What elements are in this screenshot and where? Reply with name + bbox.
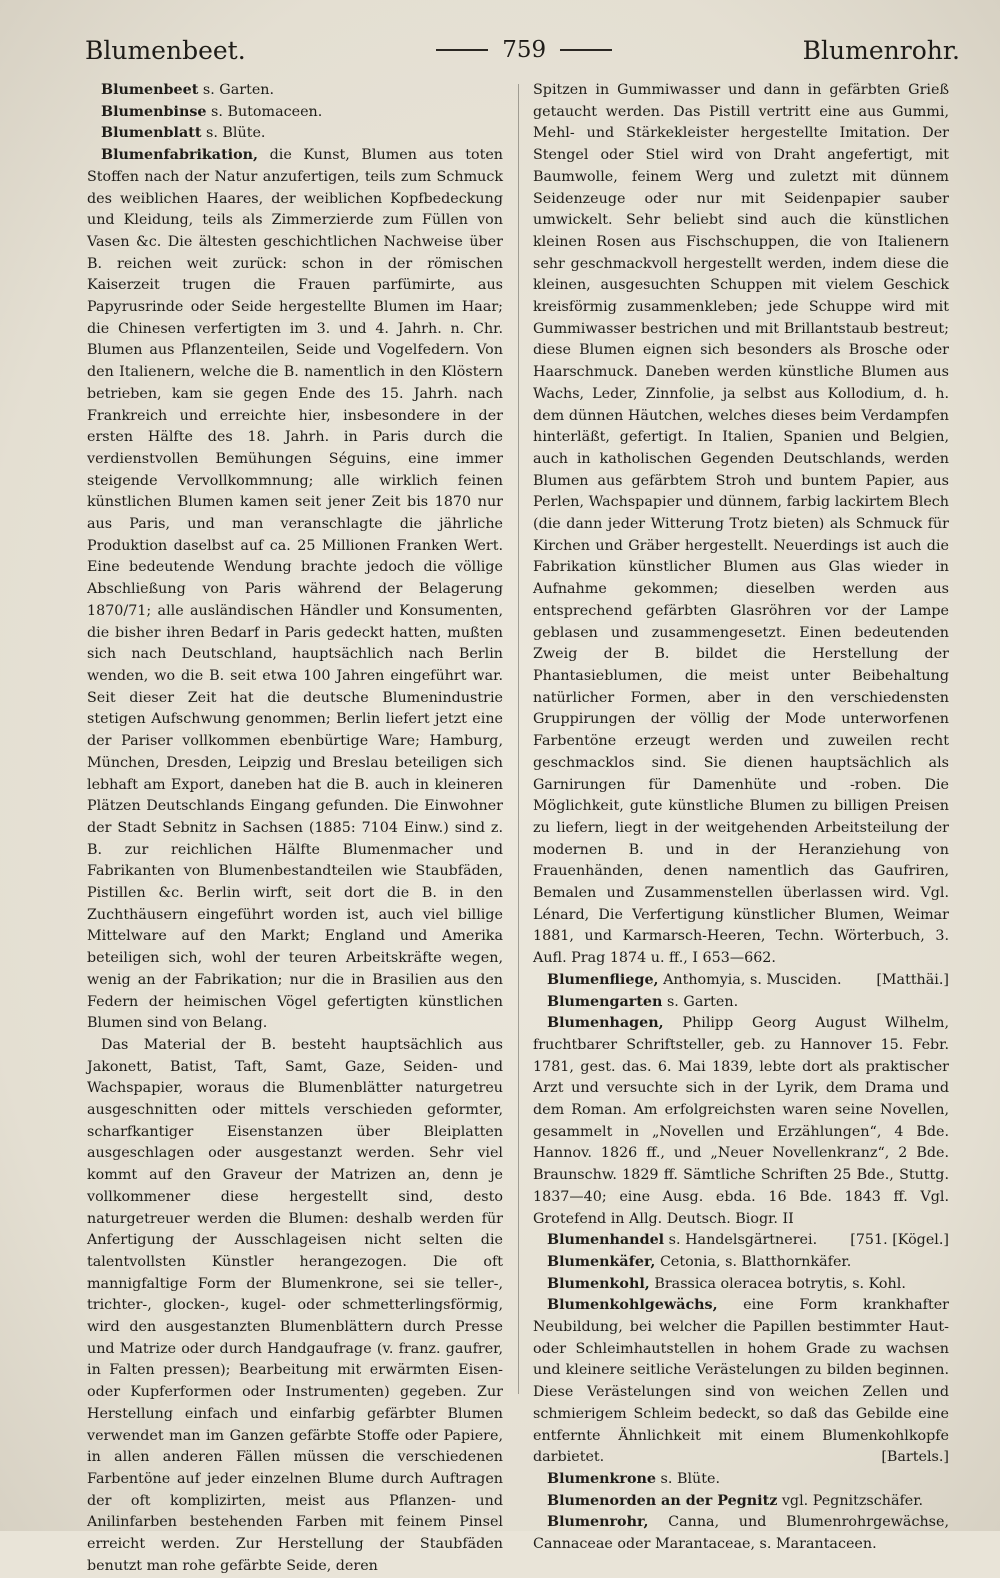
entry-text: Anthomyia, s. Musciden. [658,971,842,988]
entry-headword: Blumenblatt [101,125,202,142]
column-divider [518,84,519,1394]
entry-text: s. Blüte. [201,125,266,142]
entry-paragraph [87,1035,503,1578]
entry-text: Canna, und Blumenrohrgewächse, Cannaceae oder Marantaceae, s. Marantaceen. [533,1514,949,1553]
entry-text: s. Butomaceen. [206,103,323,120]
entry-text: eine Form krankhafter Neubildung, bei welcher die Papillen bestimmter Haut- oder Schleimhautstellen in hohem Grade zu wachsen und kleinere seitliche Verästelungen zu bilden beginnen. Diese Verästelungen sind von weichen Zellen und schmierigem Schleim bedeckt, so daß das Gebilde eine entfernte Ähnlichkeit mit einem Blumenkohlkopfe darbietet. [533,1297,949,1466]
dictionary-entry [87,80,503,102]
entry-text: vgl. Pegnitzschäfer. [777,1492,924,1509]
dictionary-entry [533,1295,949,1469]
dash-rule [436,49,488,51]
entry-headword: Blumenkrone [547,1471,656,1487]
dictionary-entry [533,1491,949,1513]
page-number-group [436,37,612,63]
dictionary-entry [533,970,949,992]
page-number: 759 [502,37,547,63]
dictionary-entry [533,1469,949,1491]
entry-text: die Kunst, Blumen aus toten Stoffen nach der Natur anzufertigen, teils zum Schmuck des weiblichen Haares, der weiblichen Kopfbedeckung und Kleidung, teils als Zimmerzierde zum Füllen von Vasen &c. Die ältesten geschichtlichen Nachweise über B. reichen weit zurück: schon in der römischen Kaiserzeit trugen die Frauen parfümirte, aus Papyrusrinde oder Seide hergestellte Blumen im Haar; die Chinesen verfertigten im 3. und 4. Jahrh. n. Chr. Blumen aus Pflanzenteilen, Seide und Vogelfedern. Von den Italienern, welche die B. namentlich in den Klöstern betrieben, kam sie gegen Ende des 15. Jahrh. nach Frankreich und erreichte hier, insbesondere in der ersten Hälfte des 18. Jahrh. in Paris durch die verdienstvollen Bemühungen Séguins, eine immer steigende Vervollkommnung; alle wirklich feinen künstlichen Blumen kamen seit jener Zeit bis 1870 nur aus Paris, und man veranschlagte die jährliche Produktion daselbst auf ca. 25 Millionen Franken Wert. Eine bedeutende Wendung brachte jedoch die völlige Abschließung von Paris während der Belagerung 1870/71; alle ausländischen Händler und Konsumenten, die bisher ihren Bedarf in Paris gedeckt hatten, mußten sich nach Deutschland, hauptsächlich nach Berlin wenden, wo die B. seit etwa 100 Jahren eingeführt war. Seit dieser Zeit hat die deutsche Blumenindustrie stetigen Aufschwung genommen; Berlin liefert jetzt eine der Pariser vollkommen ebenbürtige Ware; Hamburg, München, Dresden, Leipzig und Breslau beteiligen sich lebhaft am Export, daneben hat die B. auch in kleineren Plätzen Deutschlands Eingang gefunden. Die Einwohner der Stadt Sebnitz in Sachsen (1885: 7104 Einw.) sind z. B. zur reichlichen Hälfte Blumenmacher und Fabrikanten von Blumenbestandteilen wie Staubfäden, Pistillen &c. Berlin wirft, seit dort die B. in den Zuchthäusern eingeführt worden ist, auch viel billige Mittelware auf den Markt; England und Amerika beteiligen sich, wohl der teuren Arbeitskräfte wegen, wenig an der Fabrikation; nur die in Brasilien aus den Federn der heimischen Vögel gefertigten künstlichen Blumen sind von Belang. [87,147,503,1032]
dictionary-entry [533,1230,949,1252]
entry-headword: Blumenhagen, [547,1015,664,1032]
entry-text: s. Blüte. [656,1471,721,1487]
entry-headword: Blumenkohlgewächs, [547,1297,718,1314]
entry-text: s. Garten. [198,82,275,98]
dictionary-entry [87,102,503,124]
entry-text: Brassica oleracea botrytis, s. Kohl. [649,1275,906,1292]
entry-text: Philipp Georg August Wilhelm, fruchtbarer Schriftsteller, geb. zu Hannover 15. Febr. 1781, gest. das. 6. Mai 1839, lebte dort als praktischer Arzt und versuchte sich in der Lyrik, dem Drama und dem Roman. Am erfolgreichsten waren seine Novellen, gesammelt in „Novellen und Erzählungen“, 4 Bde. Hannov. 1826 ff., und „Neuer Novellenkranz“, 2 Bde. Braunschw. 1829 ff. Sämtliche Schriften 25 Bde., Stuttg. 1837—40; eine Ausg. ebda. 16 Bde. 1843 ff. Vgl. Grotefend in Allg. Deutsch. Biogr. II [533,1015,949,1227]
dictionary-entry [533,992,949,1014]
entry-headword: Blumenorden an der Pegnitz [547,1492,778,1509]
running-head [85,30,960,70]
dictionary-entry [87,123,503,145]
entry-headword: Blumenfabrikation, [101,147,259,164]
entry-headword: Blumenkohl, [547,1275,650,1292]
entry-text: Cetonia, s. Blatthornkäfer. [655,1253,852,1270]
running-head-left: Blumenbeet. [85,35,246,65]
dictionary-entry [533,1013,949,1230]
dictionary-entry [533,1512,949,1555]
author-note: [751. [Kögel.] [850,1232,949,1249]
entry-text: Spitzen in Gummiwasser und dann in gefärbten Grieß getaucht werden. Das Pistill vertritt eine aus Gummi, Mehl- und Stärkekleister hergestellte Imitation. Der Stengel oder Stiel wird von Draht angefertigt, mit Baumwolle, feinem Werg und zuletzt mit dünnem Seidenzeuge oder nur mit Seidenpapier sauber umwickelt. Sehr beliebt sind auch die künstlichen kleinen Rosen aus Fischschuppen, die von Italienern sehr geschmackvoll hergestellt werden, indem diese die kleinen, ausgesuchten Schuppen mit vielem Geschick kreisförmig zusammenkleben; jede Schuppe wird mit Gummiwasser bestrichen und mit Brillantstaub bestreut; diese Blumen eignen sich besonders als Brosche oder Haarschmuck. Daneben werden künstliche Blumen aus Wachs, Leder, Zinnfolie, ja selbst aus Kollodium, d. h. dem dünnen Häutchen, welches dieses beim Verdampfen hinterläßt, gefertigt. In Italien, Spanien und Belgien, auch in katholischen Gegenden Deutschlands, werden Blumen aus gefärbtem Stroh und buntem Papier, aus Perlen, Wachspapier und dünnem, farbig lackirtem Blech (die dann jeder Witterung Trotz bieten) als Schmuck für Kirchen und Gräber hergestellt. Neuerdings ist auch die Fabrikation künstlicher Blumen aus Glas wieder in Aufnahme gekommen; dieselben werden aus entsprechend gefärbten Glasröhren vor der Lampe geblasen und zusammengesetzt. Einen bedeutenden Zweig der B. bildet die Herstellung der Phantasieblumen, die meist unter Beibehaltung natürlicher Formen, aber in den verschiedensten Gruppirungen der völlig der Mode unterworfenen Farbentöne erzeugt werden und zuweilen recht geschmacklos sind. Sie dienen hauptsächlich als Garnirungen für Damenhüte und -roben. Die Möglichkeit, gute künstliche Blumen zu billigen Preisen zu liefern, liegt in der weitgehenden Arbeitsteilung der modernen B. und in der Heranziehung von Frauenhänden, denen namentlich das Gaufriren, Bemalen und Zusammenstellen überlassen wird. Vgl. Lénard, Die Verfertigung künstlicher Blumen, Weimar 1881, und Karmarsch-Heeren, Techn. Wörterbuch, 3. Aufl. Prag 1874 u. ff., I 653—662. [533,82,949,967]
entry-headword: Blumenbeet [101,82,199,98]
entry-headword: Blumenfliege, [547,971,659,988]
entry-headword: Blumenrohr, [547,1514,649,1531]
author-note: [Matthäi.] [876,971,949,988]
entry-headword: Blumenbinse [101,103,207,120]
dictionary-entry [533,1274,949,1296]
dictionary-entry [87,145,503,1035]
entry-text: s. Garten. [662,993,739,1010]
dictionary-entry [533,1252,949,1274]
entry-headword: Blumenhandel [547,1232,665,1249]
entry-headword: Blumenkäfer, [547,1253,656,1270]
running-head-right: Blumenrohr. [802,35,960,65]
right-column [533,80,949,1553]
entry-text: s. Handelsgärtnerei. [664,1232,818,1249]
entry-text: Das Material der B. besteht hauptsächlich aus Jakonett, Batist, Taft, Samt, Gaze, Seiden- und Wachspapier, woraus die Blumenblätter naturgetreu ausgeschnitten oder mittels verschieden geformter, scharfkantiger Eisenstanzen über Bleiplatten ausgeschlagen oder ausgestanzt werden. Sehr viel kommt auf den Graveur der Matrizen an, denn je vollkommener diese hergestellt sind, desto naturgetreuer werden die Blumen: deshalb werden für Anfertigung der Ausschlageisen nicht selten die talentvollsten Künstler herangezogen. Die oft mannigfaltige Form der Blumenkrone, sei sie teller-, trichter-, glocken-, kugel- oder schmetterlingsförmig, wird den ausgestanzten Blumenblättern durch Presse und Matrize oder durch Handgaufrage (v. franz. gaufrer, in Falten pressen); Bearbeitung mit erwärmten Eisen- oder Kupferformen oder Instrumenten) gegeben. Zur Herstellung einfach und einfarbig gefärbter Blumen verwendet man im Ganzen gefärbte Stoffe oder Papiere, in allen anderen Fällen müssen die verschiedenen Farbentöne auf jeder einzelnen Blume durch Auftragen der oft komplizirten, meist aus Pflanzen- und Anilinfarben bestehenden Farben mit feinem Pinsel erreicht werden. Zur Herstellung der Staubfäden benutzt man rohe gefärbte Seide, deren [87,1036,503,1574]
entry-paragraph [533,80,949,970]
dash-rule [560,49,612,51]
left-column [87,80,503,1574]
entry-headword: Blumengarten [547,993,663,1010]
author-note: [Bartels.] [881,1449,949,1466]
